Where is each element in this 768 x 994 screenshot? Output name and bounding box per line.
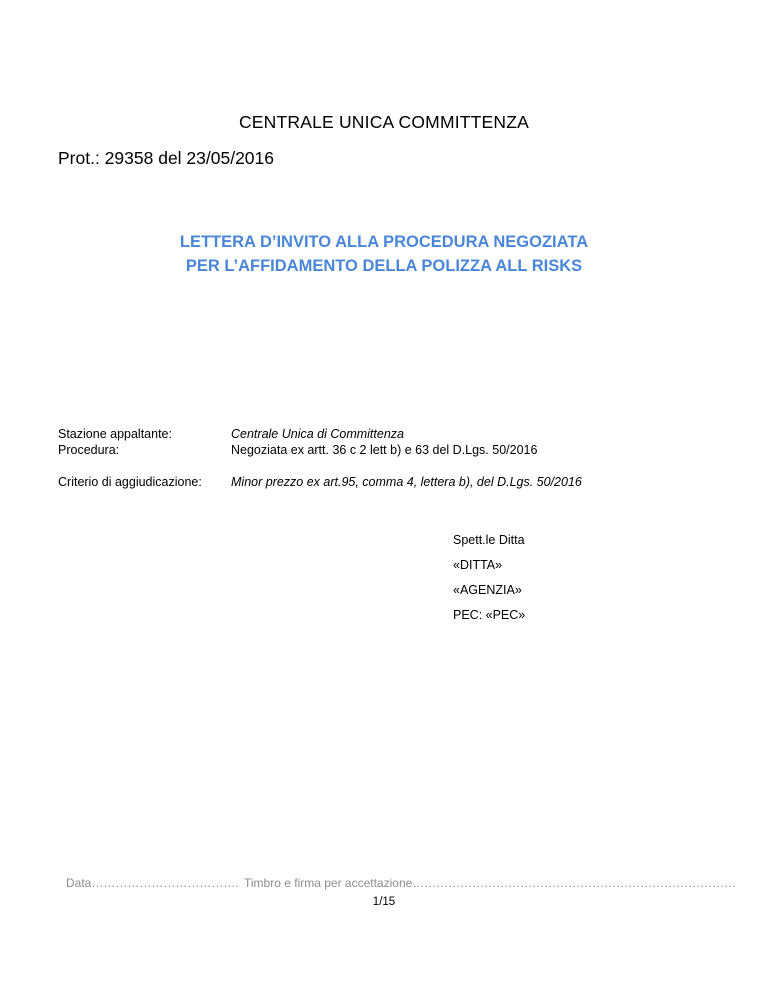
protocol-number: Prot.: 29358 del 23/05/2016 xyxy=(58,148,275,168)
footer-date-field: Data………………………………. xyxy=(66,876,239,890)
procedure-info xyxy=(58,426,582,490)
page-number: 1/15 xyxy=(372,896,396,908)
info-row-criterio xyxy=(58,474,582,490)
procedura-value: Negoziata ex artt. 36 c 2 lett b) e 63 del D.Lgs. 50/2016 xyxy=(231,443,538,457)
footer-signature-field: Timbro e firma per accettazione……………………………………………………………………… xyxy=(244,876,737,890)
addressee-company: «DITTA» xyxy=(453,558,503,572)
addressee-pec: PEC: «PEC» xyxy=(453,608,526,622)
criterio-label: Criterio di aggiudicazione: xyxy=(58,475,202,489)
organization-heading: CENTRALE UNICA COMMITTENZA xyxy=(238,112,530,132)
stazione-label: Stazione appaltante: xyxy=(58,427,172,441)
info-row-stazione xyxy=(58,426,582,442)
addressee-salutation: Spett.le Ditta xyxy=(453,533,525,547)
document-title-line-2: PER L’AFFIDAMENTO DELLA POLIZZA ALL RISKS xyxy=(185,257,583,275)
addressee-block xyxy=(453,532,525,632)
info-row-procedura xyxy=(58,442,582,458)
criterio-value: Minor prezzo ex art.95, comma 4, lettera b), del D.Lgs. 50/2016 xyxy=(231,475,582,489)
document-title-line-1: LETTERA D’INVITO ALLA PROCEDURA NEGOZIATA xyxy=(179,233,589,251)
procedura-label: Procedura: xyxy=(58,443,120,457)
document-title xyxy=(0,230,768,278)
addressee-agency: «AGENZIA» xyxy=(453,583,522,597)
stazione-value: Centrale Unica di Committenza xyxy=(231,427,404,441)
